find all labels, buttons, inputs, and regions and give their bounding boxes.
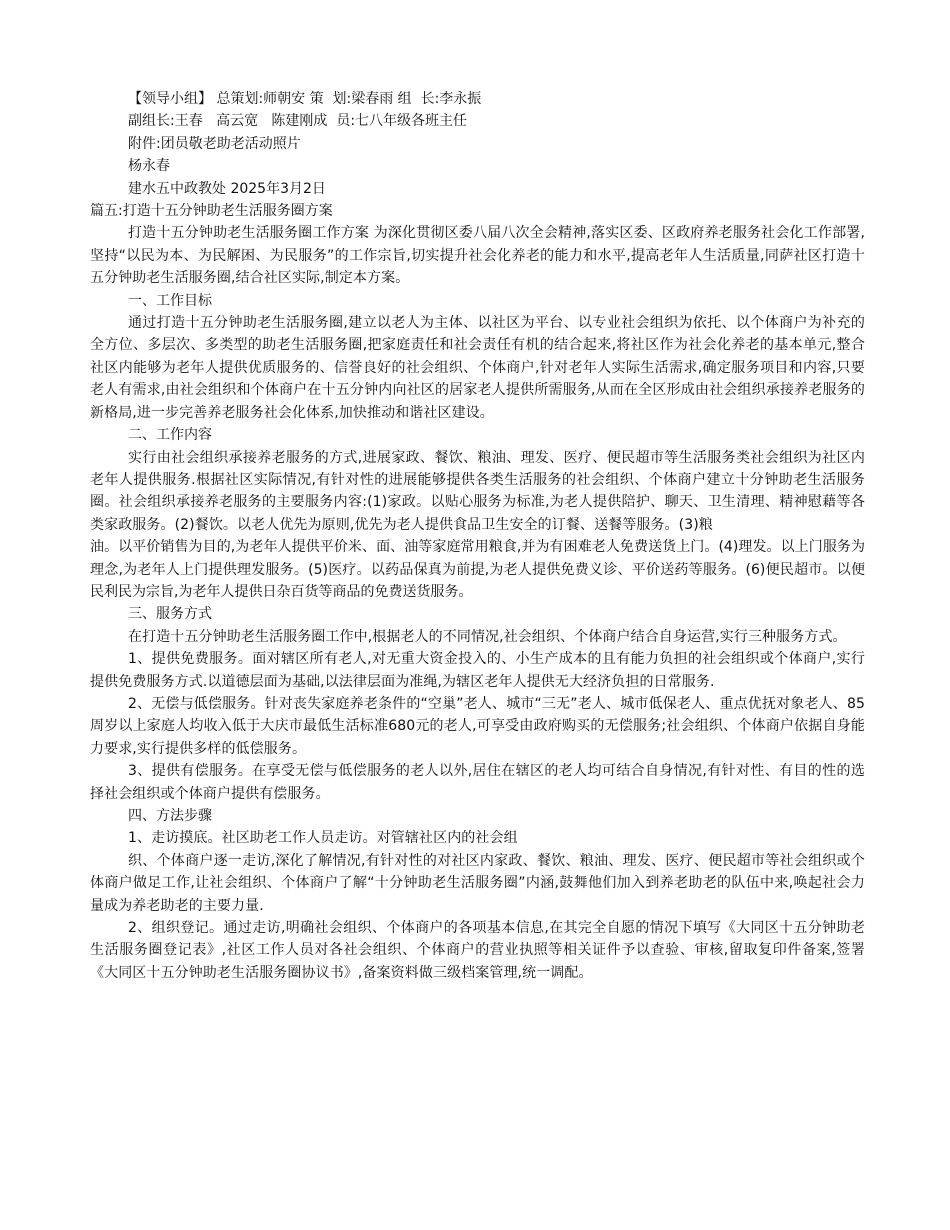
heading-work-content: 二、工作内容	[128, 427, 212, 444]
content-paragraph: 实行由社会组织承接养老服务的方式,进展家政、餐饮、粮油、理发、医疗、便民超市等生活服务类社会组织为社区内老年人提供服务.根据社区实际情况,有针对性的进展能够提供各类生活服务的社会组织、个体商户建立十分钟助老生活服务圈。社会组织承接养老服务的主要服务内容:(1)家政。以贴心服务为标准,为老人提供陪护、聊天、卫生清理、精神慰藉等各类家政服务。(2)餐饮。以老人优先为原则,优先为老人提供食品卫生安全的订餐、送餐等服务。(3)粮	[90, 449, 865, 533]
visit-step-paragraph: 1、走访摸底。社区助老工作人员走访。对管辖社区内的社会组	[128, 830, 518, 847]
document-page	[90, 88, 865, 984]
leaders-line: 【领导小组】 总策划:师朝安 策 划:梁春雨 组 长:李永振	[128, 91, 482, 107]
signoff-line: 建水五中政教处 2025年3月2日	[128, 180, 326, 197]
free-service-paragraph: 1、提供免费服务。面对辖区所有老人,对无重大资金投入的、小生产成本的且有能力负担的社会组织或个体商户,实行提供免费服务方式.以道德层面为基础,以法律层面为准绳,为辖区老年人提供无大经济负担的日常服务.	[90, 651, 865, 690]
attachment-line: 附件:团员敬老助老活动照片	[128, 135, 301, 152]
visit-step-continued: 织、个体商户逐一走访,深化了解情况,有针对性的对社区内家政、餐饮、粮油、理发、医疗、便民超市等社会组织或个体商户做足工作,让社会组织、个体商户了解“十分钟助老生活服务圈”内涵,鼓舞他们加入到养老助老的队伍中来,唤起社会力量成为养老助老的主要力量.	[90, 852, 865, 914]
registration-step-paragraph: 2、组织登记。通过走访,明确社会组织、个体商户的各项基本信息,在其完全自愿的情况下填写《大同区十五分钟助老生活服务圈登记表》,社区工作人员对各社会组织、个体商户的营业执照等相关证件予以查验、审核,留取复印件备案,签署《大同区十五分钟助老生活服务圈协议书》,备案资料做三级档案管理,统一调配。	[90, 920, 865, 981]
paid-service-paragraph: 3、提供有偿服务。在享受无偿与低偿服务的老人以外,居住在辖区的老人均可结合自身情况,有针对性、有目的性的选择社会组织或个体商户提供有偿服务。	[90, 763, 865, 802]
deputies-line: 副组长:王春 高云宽 陈建刚成 员:七八年级各班主任	[128, 113, 468, 130]
goals-paragraph: 通过打造十五分钟助老生活服务圈,建立以老人为主体、以社区为平台、以专业社会组织为依托、以个体商户为补充的全方位、多层次、多类型的助老生活服务圈,把家庭责任和社会责任有机的结合起来,将社区作为社会化养老的基本单元,整合社区内能够为老年人提供优质服务的、信誉良好的社会组织、个体商户,针对老年人实际生活需求,确定服务项目和内容,只要老人有需求,由社会组织和个体商户在十五分钟内向社区的居家老人提供所需服务,从而在全区形成由社会组织承接养老服务的新格局,进一步完善养老服务社会化体系,加快推动和谐社区建设。	[90, 315, 865, 421]
heading-work-goals: 一、工作目标	[128, 292, 212, 309]
intro-paragraph: 打造十五分钟助老生活服务圈工作方案 为深化贯彻区委八届八次全会精神,落实区委、区政府养老服务社会化工作部署,坚持“以民为本、为民解困、为民服务”的工作宗旨,切实提升社会化养老的能力和水平,提高老年人生活质量,同萨社区打造十五分钟助老生活服务圈,结合社区实际,制定本方案。	[90, 225, 865, 287]
heading-method-steps: 四、方法步骤	[128, 808, 212, 824]
service-modes-paragraph: 在打造十五分钟助老生活服务圈工作中,根据老人的不同情况,社会组织、个体商户结合自身运营,实行三种服务方式。	[128, 628, 847, 645]
low-cost-service-paragraph: 2、无偿与低偿服务。针对丧失家庭养老条件的“空巢”老人、城市“三无”老人、城市低保老人、重点优抚对象老人、85周岁以上家庭人均收入低于大庆市最低生活标准680元的老人,可享受由政府购买的无偿服务;社会组织、个体商户依据自身能力要求,实行提供多样的低偿服务。	[90, 695, 865, 757]
person-name: 杨永春	[128, 158, 170, 175]
content-paragraph-continued: 油。以平价销售为目的,为老年人提供平价米、面、油等家庭常用粮食,并为有困难老人免费送货上门。(4)理发。以上门服务为理念,为老年人上门提供理发服务。(5)医疗。以药品保真为前提,为老人提供免费义诊、平价送药等服务。(6)便民超市。以便民利民为宗旨,为老年人提供日杂百货等商品的免费送货服务。	[90, 539, 865, 600]
section-title: 篇五:打造十五分钟助老生活服务圈方案	[90, 203, 333, 220]
heading-service-modes: 三、服务方式	[128, 606, 212, 623]
